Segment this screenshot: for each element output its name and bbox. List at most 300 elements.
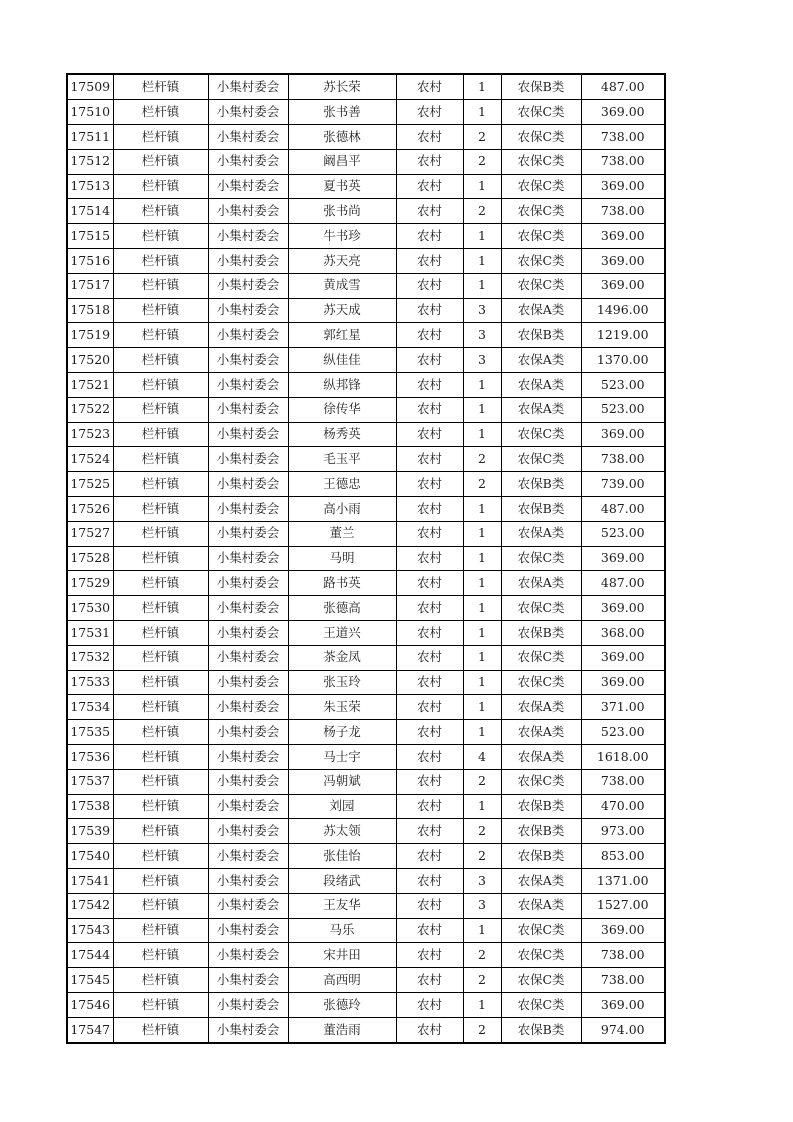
table-cell-id: 17515 bbox=[67, 224, 113, 249]
table-cell-id: 17514 bbox=[67, 199, 113, 224]
table-cell-village: 小集村委会 bbox=[208, 348, 288, 373]
table-cell-category: 农村 bbox=[396, 422, 463, 447]
table-cell-count: 2 bbox=[463, 472, 501, 497]
table-row bbox=[67, 149, 665, 174]
table-cell-village: 小集村委会 bbox=[208, 844, 288, 869]
table-cell-id: 17526 bbox=[67, 496, 113, 521]
table-cell-insurance_type: 农保C类 bbox=[501, 422, 581, 447]
table-cell-insurance_type: 农保A类 bbox=[501, 695, 581, 720]
table-cell-amount: 369.00 bbox=[581, 645, 665, 670]
table-cell-village: 小集村委会 bbox=[208, 720, 288, 745]
table-cell-town: 栏杆镇 bbox=[113, 199, 208, 224]
table-cell-village: 小集村委会 bbox=[208, 100, 288, 125]
table-cell-insurance_type: 农保C类 bbox=[501, 992, 581, 1017]
table-cell-amount: 738.00 bbox=[581, 149, 665, 174]
table-cell-name: 宋井田 bbox=[288, 943, 396, 968]
table-cell-village: 小集村委会 bbox=[208, 248, 288, 273]
table-cell-amount: 487.00 bbox=[581, 74, 665, 100]
table-cell-name: 刘园 bbox=[288, 794, 396, 819]
table-cell-name: 董浩雨 bbox=[288, 1017, 396, 1043]
table-row bbox=[67, 447, 665, 472]
table-cell-town: 栏杆镇 bbox=[113, 149, 208, 174]
table-cell-town: 栏杆镇 bbox=[113, 720, 208, 745]
table-cell-amount: 369.00 bbox=[581, 918, 665, 943]
table-cell-count: 1 bbox=[463, 620, 501, 645]
table-cell-name: 徐传华 bbox=[288, 397, 396, 422]
table-cell-category: 农村 bbox=[396, 744, 463, 769]
table-cell-count: 2 bbox=[463, 1017, 501, 1043]
table-cell-town: 栏杆镇 bbox=[113, 174, 208, 199]
table-cell-insurance_type: 农保B类 bbox=[501, 323, 581, 348]
table-cell-category: 农村 bbox=[396, 323, 463, 348]
table-row bbox=[67, 100, 665, 125]
table-cell-village: 小集村委会 bbox=[208, 372, 288, 397]
table-cell-amount: 738.00 bbox=[581, 447, 665, 472]
table-cell-id: 17511 bbox=[67, 125, 113, 150]
table-cell-amount: 738.00 bbox=[581, 968, 665, 993]
table-cell-id: 17524 bbox=[67, 447, 113, 472]
table-cell-category: 农村 bbox=[396, 298, 463, 323]
table-cell-category: 农村 bbox=[396, 447, 463, 472]
table-cell-name: 郭红星 bbox=[288, 323, 396, 348]
table-cell-town: 栏杆镇 bbox=[113, 868, 208, 893]
table-cell-name: 张书尚 bbox=[288, 199, 396, 224]
table-row bbox=[67, 844, 665, 869]
table-row bbox=[67, 670, 665, 695]
table-cell-insurance_type: 农保B类 bbox=[501, 819, 581, 844]
table-cell-name: 黄成雪 bbox=[288, 273, 396, 298]
table-cell-id: 17544 bbox=[67, 943, 113, 968]
table-row bbox=[67, 348, 665, 373]
table-cell-category: 农村 bbox=[396, 844, 463, 869]
table-cell-id: 17533 bbox=[67, 670, 113, 695]
table-cell-category: 农村 bbox=[396, 348, 463, 373]
table-cell-id: 17545 bbox=[67, 968, 113, 993]
table-cell-town: 栏杆镇 bbox=[113, 422, 208, 447]
table-cell-name: 朱玉荣 bbox=[288, 695, 396, 720]
table-cell-count: 1 bbox=[463, 794, 501, 819]
table-cell-category: 农村 bbox=[396, 868, 463, 893]
table-cell-name: 王道兴 bbox=[288, 620, 396, 645]
table-cell-count: 2 bbox=[463, 447, 501, 472]
table-cell-count: 1 bbox=[463, 496, 501, 521]
table-cell-village: 小集村委会 bbox=[208, 546, 288, 571]
table-cell-village: 小集村委会 bbox=[208, 521, 288, 546]
table-cell-count: 1 bbox=[463, 273, 501, 298]
table-cell-village: 小集村委会 bbox=[208, 695, 288, 720]
table-cell-category: 农村 bbox=[396, 968, 463, 993]
table-cell-town: 栏杆镇 bbox=[113, 893, 208, 918]
table-row bbox=[67, 620, 665, 645]
table-cell-count: 1 bbox=[463, 670, 501, 695]
table-cell-name: 高小雨 bbox=[288, 496, 396, 521]
table-cell-count: 3 bbox=[463, 893, 501, 918]
table-row bbox=[67, 372, 665, 397]
table-cell-id: 17543 bbox=[67, 918, 113, 943]
table-cell-amount: 368.00 bbox=[581, 620, 665, 645]
table-cell-id: 17516 bbox=[67, 248, 113, 273]
table-cell-id: 17513 bbox=[67, 174, 113, 199]
table-cell-town: 栏杆镇 bbox=[113, 1017, 208, 1043]
table-cell-amount: 487.00 bbox=[581, 496, 665, 521]
table-row bbox=[67, 472, 665, 497]
table-cell-insurance_type: 农保B类 bbox=[501, 1017, 581, 1043]
table-row bbox=[67, 521, 665, 546]
table-cell-category: 农村 bbox=[396, 918, 463, 943]
table-cell-count: 1 bbox=[463, 918, 501, 943]
table-cell-count: 4 bbox=[463, 744, 501, 769]
table-cell-village: 小集村委会 bbox=[208, 794, 288, 819]
table-cell-town: 栏杆镇 bbox=[113, 372, 208, 397]
table-cell-id: 17539 bbox=[67, 819, 113, 844]
table-cell-amount: 487.00 bbox=[581, 571, 665, 596]
table-cell-count: 2 bbox=[463, 968, 501, 993]
table-cell-name: 张佳怡 bbox=[288, 844, 396, 869]
table-row bbox=[67, 397, 665, 422]
table-cell-count: 2 bbox=[463, 819, 501, 844]
table-cell-town: 栏杆镇 bbox=[113, 273, 208, 298]
table-cell-name: 苏天成 bbox=[288, 298, 396, 323]
table-cell-insurance_type: 农保C类 bbox=[501, 596, 581, 621]
table-row bbox=[67, 744, 665, 769]
table-cell-id: 17517 bbox=[67, 273, 113, 298]
table-row bbox=[67, 74, 665, 100]
table-cell-name: 马明 bbox=[288, 546, 396, 571]
table-cell-count: 3 bbox=[463, 298, 501, 323]
table-row bbox=[67, 596, 665, 621]
table-cell-id: 17520 bbox=[67, 348, 113, 373]
table-cell-name: 王友华 bbox=[288, 893, 396, 918]
table-cell-insurance_type: 农保B类 bbox=[501, 496, 581, 521]
table-cell-village: 小集村委会 bbox=[208, 298, 288, 323]
table-cell-insurance_type: 农保C类 bbox=[501, 645, 581, 670]
table-row bbox=[67, 695, 665, 720]
table-cell-amount: 470.00 bbox=[581, 794, 665, 819]
table-cell-amount: 369.00 bbox=[581, 248, 665, 273]
table-cell-town: 栏杆镇 bbox=[113, 596, 208, 621]
pension-roster-table bbox=[66, 73, 666, 1044]
table-cell-category: 农村 bbox=[396, 248, 463, 273]
table-row bbox=[67, 769, 665, 794]
table-cell-name: 张德玲 bbox=[288, 992, 396, 1017]
table-cell-insurance_type: 农保A类 bbox=[501, 571, 581, 596]
table-cell-amount: 739.00 bbox=[581, 472, 665, 497]
table-cell-category: 农村 bbox=[396, 100, 463, 125]
table-cell-category: 农村 bbox=[396, 199, 463, 224]
table-cell-town: 栏杆镇 bbox=[113, 968, 208, 993]
table-cell-town: 栏杆镇 bbox=[113, 323, 208, 348]
table-cell-insurance_type: 农保A类 bbox=[501, 720, 581, 745]
table-cell-village: 小集村委会 bbox=[208, 323, 288, 348]
table-cell-village: 小集村委会 bbox=[208, 447, 288, 472]
table-cell-village: 小集村委会 bbox=[208, 918, 288, 943]
table-row bbox=[67, 199, 665, 224]
table-cell-name: 苏天亮 bbox=[288, 248, 396, 273]
table-cell-name: 路书英 bbox=[288, 571, 396, 596]
table-row bbox=[67, 968, 665, 993]
table-cell-insurance_type: 农保A类 bbox=[501, 893, 581, 918]
table-cell-village: 小集村委会 bbox=[208, 174, 288, 199]
table-cell-amount: 369.00 bbox=[581, 670, 665, 695]
table-cell-id: 17522 bbox=[67, 397, 113, 422]
table-cell-name: 王德忠 bbox=[288, 472, 396, 497]
table-cell-amount: 369.00 bbox=[581, 224, 665, 249]
table-cell-name: 阚昌平 bbox=[288, 149, 396, 174]
table-cell-id: 17536 bbox=[67, 744, 113, 769]
table-cell-name: 纵邦锋 bbox=[288, 372, 396, 397]
table-cell-id: 17525 bbox=[67, 472, 113, 497]
table-cell-village: 小集村委会 bbox=[208, 943, 288, 968]
table-cell-category: 农村 bbox=[396, 521, 463, 546]
table-cell-amount: 738.00 bbox=[581, 199, 665, 224]
table-cell-insurance_type: 农保A类 bbox=[501, 868, 581, 893]
table-cell-count: 2 bbox=[463, 769, 501, 794]
table-cell-count: 2 bbox=[463, 943, 501, 968]
table-cell-amount: 738.00 bbox=[581, 769, 665, 794]
table-cell-village: 小集村委会 bbox=[208, 273, 288, 298]
table-row bbox=[67, 546, 665, 571]
table-cell-town: 栏杆镇 bbox=[113, 397, 208, 422]
table-cell-town: 栏杆镇 bbox=[113, 943, 208, 968]
table-cell-amount: 523.00 bbox=[581, 397, 665, 422]
table-cell-name: 张德高 bbox=[288, 596, 396, 621]
table-row bbox=[67, 174, 665, 199]
table-cell-amount: 974.00 bbox=[581, 1017, 665, 1043]
table-cell-name: 纵佳佳 bbox=[288, 348, 396, 373]
table-body bbox=[67, 74, 665, 1043]
table-row bbox=[67, 298, 665, 323]
table-cell-town: 栏杆镇 bbox=[113, 496, 208, 521]
table-cell-insurance_type: 农保C类 bbox=[501, 100, 581, 125]
table-cell-town: 栏杆镇 bbox=[113, 74, 208, 100]
table-cell-insurance_type: 农保C类 bbox=[501, 447, 581, 472]
table-cell-village: 小集村委会 bbox=[208, 496, 288, 521]
table-cell-insurance_type: 农保C类 bbox=[501, 248, 581, 273]
table-cell-amount: 369.00 bbox=[581, 422, 665, 447]
table-cell-village: 小集村委会 bbox=[208, 397, 288, 422]
table-cell-category: 农村 bbox=[396, 546, 463, 571]
table-cell-town: 栏杆镇 bbox=[113, 695, 208, 720]
table-cell-amount: 523.00 bbox=[581, 521, 665, 546]
table-cell-town: 栏杆镇 bbox=[113, 125, 208, 150]
table-cell-amount: 1370.00 bbox=[581, 348, 665, 373]
table-cell-category: 农村 bbox=[396, 1017, 463, 1043]
table-cell-id: 17540 bbox=[67, 844, 113, 869]
table-cell-id: 17538 bbox=[67, 794, 113, 819]
table-cell-category: 农村 bbox=[396, 794, 463, 819]
table-cell-count: 2 bbox=[463, 199, 501, 224]
table-cell-amount: 371.00 bbox=[581, 695, 665, 720]
table-cell-insurance_type: 农保C类 bbox=[501, 546, 581, 571]
table-cell-village: 小集村委会 bbox=[208, 819, 288, 844]
table-cell-id: 17519 bbox=[67, 323, 113, 348]
table-cell-category: 农村 bbox=[396, 571, 463, 596]
table-cell-count: 3 bbox=[463, 348, 501, 373]
table-cell-count: 1 bbox=[463, 571, 501, 596]
table-cell-town: 栏杆镇 bbox=[113, 918, 208, 943]
table-cell-category: 农村 bbox=[396, 496, 463, 521]
table-cell-category: 农村 bbox=[396, 769, 463, 794]
table-cell-amount: 369.00 bbox=[581, 100, 665, 125]
table-cell-id: 17528 bbox=[67, 546, 113, 571]
table-cell-id: 17530 bbox=[67, 596, 113, 621]
table-cell-village: 小集村委会 bbox=[208, 645, 288, 670]
table-cell-insurance_type: 农保B类 bbox=[501, 472, 581, 497]
table-cell-id: 17510 bbox=[67, 100, 113, 125]
table-cell-category: 农村 bbox=[396, 224, 463, 249]
table-cell-name: 杨秀英 bbox=[288, 422, 396, 447]
table-cell-name: 苏太领 bbox=[288, 819, 396, 844]
table-cell-name: 张玉玲 bbox=[288, 670, 396, 695]
table-cell-town: 栏杆镇 bbox=[113, 670, 208, 695]
table-cell-name: 牛书珍 bbox=[288, 224, 396, 249]
table-cell-village: 小集村委会 bbox=[208, 992, 288, 1017]
table-cell-category: 农村 bbox=[396, 125, 463, 150]
table-cell-name: 高西明 bbox=[288, 968, 396, 993]
table-cell-insurance_type: 农保B类 bbox=[501, 74, 581, 100]
table-cell-category: 农村 bbox=[396, 149, 463, 174]
table-cell-count: 1 bbox=[463, 397, 501, 422]
table-cell-amount: 1496.00 bbox=[581, 298, 665, 323]
table-cell-id: 17541 bbox=[67, 868, 113, 893]
table-row bbox=[67, 645, 665, 670]
table-cell-count: 1 bbox=[463, 596, 501, 621]
table-cell-count: 1 bbox=[463, 100, 501, 125]
table-cell-category: 农村 bbox=[396, 645, 463, 670]
table-cell-town: 栏杆镇 bbox=[113, 521, 208, 546]
table-cell-name: 杨子龙 bbox=[288, 720, 396, 745]
table-cell-insurance_type: 农保C类 bbox=[501, 918, 581, 943]
table-cell-amount: 738.00 bbox=[581, 125, 665, 150]
table-cell-category: 农村 bbox=[396, 893, 463, 918]
table-cell-name: 董兰 bbox=[288, 521, 396, 546]
table-cell-village: 小集村委会 bbox=[208, 596, 288, 621]
table-cell-name: 马士宇 bbox=[288, 744, 396, 769]
table-cell-id: 17542 bbox=[67, 893, 113, 918]
table-cell-insurance_type: 农保C类 bbox=[501, 769, 581, 794]
table-cell-amount: 738.00 bbox=[581, 943, 665, 968]
table-cell-category: 农村 bbox=[396, 174, 463, 199]
table-row bbox=[67, 893, 665, 918]
table-cell-count: 2 bbox=[463, 149, 501, 174]
table-cell-village: 小集村委会 bbox=[208, 769, 288, 794]
table-cell-amount: 369.00 bbox=[581, 546, 665, 571]
table-cell-town: 栏杆镇 bbox=[113, 844, 208, 869]
table-cell-insurance_type: 农保A类 bbox=[501, 372, 581, 397]
table-row bbox=[67, 125, 665, 150]
table-cell-amount: 369.00 bbox=[581, 174, 665, 199]
table-cell-village: 小集村委会 bbox=[208, 74, 288, 100]
table-cell-village: 小集村委会 bbox=[208, 968, 288, 993]
table-cell-village: 小集村委会 bbox=[208, 199, 288, 224]
table-cell-category: 农村 bbox=[396, 596, 463, 621]
table-cell-town: 栏杆镇 bbox=[113, 248, 208, 273]
table-cell-category: 农村 bbox=[396, 397, 463, 422]
table-cell-insurance_type: 农保A类 bbox=[501, 348, 581, 373]
table-cell-amount: 1527.00 bbox=[581, 893, 665, 918]
table-cell-town: 栏杆镇 bbox=[113, 546, 208, 571]
table-cell-town: 栏杆镇 bbox=[113, 298, 208, 323]
table-cell-count: 1 bbox=[463, 992, 501, 1017]
table-cell-town: 栏杆镇 bbox=[113, 819, 208, 844]
table-cell-id: 17512 bbox=[67, 149, 113, 174]
table-cell-name: 毛玉平 bbox=[288, 447, 396, 472]
table-row bbox=[67, 819, 665, 844]
table-cell-town: 栏杆镇 bbox=[113, 224, 208, 249]
table-row bbox=[67, 868, 665, 893]
table-cell-id: 17518 bbox=[67, 298, 113, 323]
table-row bbox=[67, 273, 665, 298]
table-row bbox=[67, 918, 665, 943]
table-cell-id: 17532 bbox=[67, 645, 113, 670]
table-cell-name: 张德林 bbox=[288, 125, 396, 150]
table-cell-village: 小集村委会 bbox=[208, 472, 288, 497]
table-cell-id: 17546 bbox=[67, 992, 113, 1017]
table-cell-village: 小集村委会 bbox=[208, 744, 288, 769]
table-cell-village: 小集村委会 bbox=[208, 620, 288, 645]
table-cell-village: 小集村委会 bbox=[208, 1017, 288, 1043]
table-cell-count: 2 bbox=[463, 125, 501, 150]
table-cell-category: 农村 bbox=[396, 695, 463, 720]
table-cell-id: 17535 bbox=[67, 720, 113, 745]
table-cell-count: 1 bbox=[463, 174, 501, 199]
table-cell-town: 栏杆镇 bbox=[113, 447, 208, 472]
table-cell-village: 小集村委会 bbox=[208, 125, 288, 150]
table-cell-town: 栏杆镇 bbox=[113, 100, 208, 125]
table-cell-count: 1 bbox=[463, 720, 501, 745]
table-cell-name: 茶金凤 bbox=[288, 645, 396, 670]
table-cell-town: 栏杆镇 bbox=[113, 794, 208, 819]
table-cell-count: 1 bbox=[463, 422, 501, 447]
table-cell-village: 小集村委会 bbox=[208, 224, 288, 249]
table-cell-insurance_type: 农保C类 bbox=[501, 968, 581, 993]
table-cell-insurance_type: 农保C类 bbox=[501, 224, 581, 249]
table-cell-id: 17531 bbox=[67, 620, 113, 645]
table-cell-village: 小集村委会 bbox=[208, 571, 288, 596]
table-cell-count: 1 bbox=[463, 74, 501, 100]
table-cell-id: 17523 bbox=[67, 422, 113, 447]
table-cell-category: 农村 bbox=[396, 992, 463, 1017]
table-cell-amount: 1219.00 bbox=[581, 323, 665, 348]
table-cell-amount: 973.00 bbox=[581, 819, 665, 844]
table-cell-count: 1 bbox=[463, 521, 501, 546]
table-row bbox=[67, 794, 665, 819]
table-cell-category: 农村 bbox=[396, 273, 463, 298]
table-cell-village: 小集村委会 bbox=[208, 893, 288, 918]
table-cell-insurance_type: 农保A类 bbox=[501, 397, 581, 422]
table-cell-town: 栏杆镇 bbox=[113, 769, 208, 794]
table-cell-id: 17529 bbox=[67, 571, 113, 596]
table-cell-insurance_type: 农保C类 bbox=[501, 174, 581, 199]
table-cell-count: 1 bbox=[463, 372, 501, 397]
table-cell-insurance_type: 农保B类 bbox=[501, 620, 581, 645]
table-cell-village: 小集村委会 bbox=[208, 422, 288, 447]
table-cell-town: 栏杆镇 bbox=[113, 348, 208, 373]
table-cell-insurance_type: 农保C类 bbox=[501, 273, 581, 298]
table-cell-amount: 853.00 bbox=[581, 844, 665, 869]
table-cell-name: 马乐 bbox=[288, 918, 396, 943]
table-cell-category: 农村 bbox=[396, 819, 463, 844]
table-cell-town: 栏杆镇 bbox=[113, 571, 208, 596]
table-cell-insurance_type: 农保C类 bbox=[501, 199, 581, 224]
table-cell-category: 农村 bbox=[396, 670, 463, 695]
table-cell-category: 农村 bbox=[396, 74, 463, 100]
table-cell-insurance_type: 农保C类 bbox=[501, 670, 581, 695]
table-cell-insurance_type: 农保A类 bbox=[501, 521, 581, 546]
table-cell-name: 夏书英 bbox=[288, 174, 396, 199]
table-row bbox=[67, 1017, 665, 1043]
table-row bbox=[67, 571, 665, 596]
